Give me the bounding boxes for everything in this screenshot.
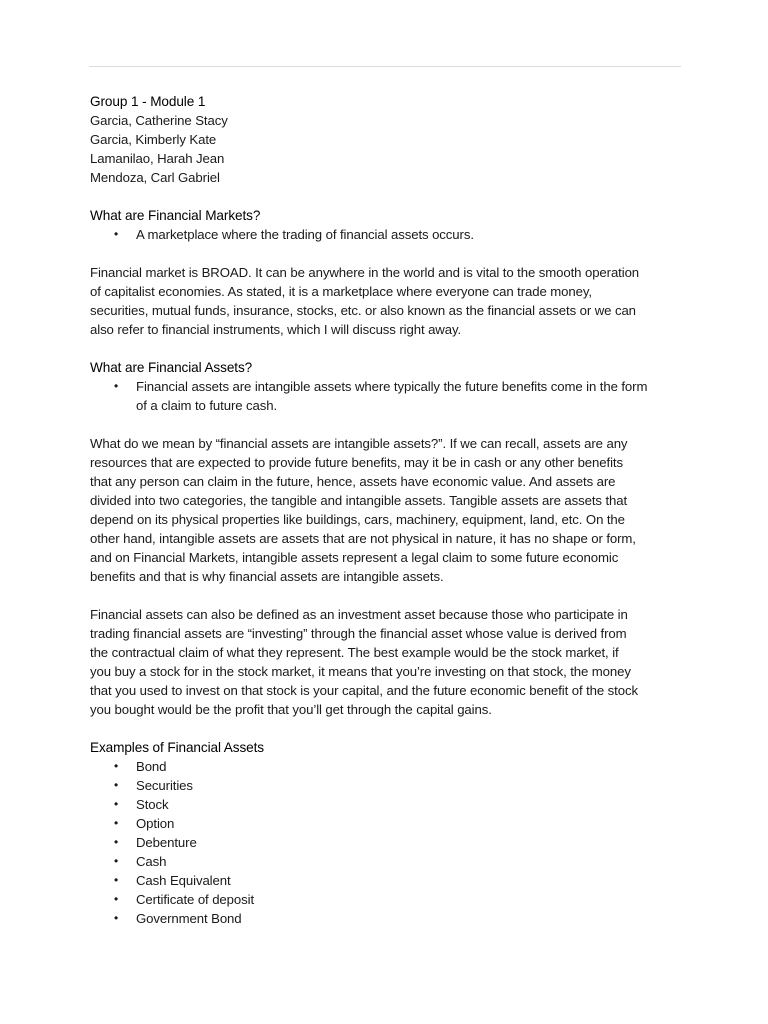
list-item — [90, 871, 680, 890]
bullet-icon: • — [114, 379, 119, 393]
list-item — [90, 833, 680, 852]
member-name: Garcia, Kimberly Kate — [90, 132, 217, 147]
paragraph-line: securities, mutual funds, insurance, stocks, etc. or also known as the financial assets or we can — [90, 303, 636, 318]
bullet-icon: • — [114, 759, 119, 773]
list-item-label: Cash Equivalent — [136, 873, 231, 888]
list-item-label: Government Bond — [136, 911, 242, 926]
list-item-label: Certificate of deposit — [136, 892, 255, 907]
member-name: Mendoza, Carl Gabriel — [90, 170, 220, 185]
paragraph-line: that you used to invest on that stock is your capital, and the future economic benefit of the stock — [90, 683, 638, 698]
list-item — [90, 890, 680, 909]
paragraph-line: other hand, intangible assets are assets that are not physical in nature, it has no shape or form, — [90, 531, 636, 546]
paragraph-line: and on Financial Markets, intangible assets represent a legal claim to some future economic — [90, 550, 619, 565]
list-item — [90, 852, 680, 871]
spacer — [90, 719, 680, 738]
header-divider — [89, 66, 681, 67]
list-item — [90, 776, 680, 795]
spacer — [90, 415, 680, 434]
list-item — [90, 814, 680, 833]
section-heading-financial-markets: What are Financial Markets? — [90, 208, 261, 223]
bullet-icon: • — [114, 797, 119, 811]
bullet-icon: • — [114, 778, 119, 792]
list-item-label: Bond — [136, 759, 167, 774]
spacer — [90, 187, 680, 206]
paragraph-line: resources that are expected to provide future benefits, may it be in cash or any other benefits — [90, 455, 623, 470]
bullet-icon: • — [114, 873, 119, 887]
bullet-list — [90, 377, 680, 415]
paragraph-line: Financial market is BROAD. It can be anywhere in the world and is vital to the smooth operation — [90, 265, 640, 280]
paragraph-line: What do we mean by “financial assets are intangible assets?”. If we can recall, assets are any — [90, 436, 628, 451]
bullet-icon: • — [114, 892, 119, 906]
bullet-text: A marketplace where the trading of financial assets occurs. — [136, 227, 474, 242]
section-heading-examples: Examples of Financial Assets — [90, 740, 264, 755]
list-item-label: Debenture — [136, 835, 197, 850]
spacer — [90, 244, 680, 263]
paragraph-line: benefits and that is why financial assets are intangible assets. — [90, 569, 444, 584]
document-title: Group 1 - Module 1 — [90, 94, 206, 109]
list-item — [90, 795, 680, 814]
spacer — [90, 339, 680, 358]
list-item-label: Securities — [136, 778, 193, 793]
examples-list — [90, 757, 680, 928]
member-name: Lamanilao, Harah Jean — [90, 151, 225, 166]
bullet-item — [90, 225, 680, 244]
list-item — [90, 757, 680, 776]
bullet-icon: • — [114, 854, 119, 868]
paragraph-financial-markets — [90, 263, 680, 339]
paragraph-line: trading financial assets are “investing” through the financial asset whose value is derived from — [90, 626, 627, 641]
spacer — [90, 586, 680, 605]
paragraph-line: of capitalist economies. As stated, it is a marketplace where everyone can trade money, — [90, 284, 592, 299]
document-body — [90, 92, 680, 928]
paragraph-intangible-assets — [90, 434, 680, 586]
paragraph-line: depend on its physical properties like buildings, cars, machinery, equipment, land, etc. On the — [90, 512, 625, 527]
paragraph-line: also refer to financial instruments, which I will discuss right away. — [90, 322, 462, 337]
bullet-text: of a claim to future cash. — [136, 398, 278, 413]
list-item — [90, 909, 680, 928]
paragraph-line: divided into two categories, the tangible and intangible assets. Tangible assets are assets that — [90, 493, 628, 508]
list-item-label: Option — [136, 816, 175, 831]
bullet-list — [90, 225, 680, 244]
bullet-icon: • — [114, 227, 119, 241]
paragraph-investment-asset — [90, 605, 680, 719]
list-item-label: Cash — [136, 854, 167, 869]
bullet-item — [90, 377, 680, 415]
member-name: Garcia, Catherine Stacy — [90, 113, 228, 128]
paragraph-line: the contractual claim of what they represent. The best example would be the stock market, if — [90, 645, 619, 660]
bullet-icon: • — [114, 835, 119, 849]
bullet-text: Financial assets are intangible assets where typically the future benefits come in the form — [136, 379, 648, 394]
paragraph-line: you bought would be the profit that you’ll get through the capital gains. — [90, 702, 492, 717]
list-item-label: Stock — [136, 797, 169, 812]
paragraph-line: that any person can claim in the future, hence, assets have economic value. And assets are — [90, 474, 616, 489]
bullet-icon: • — [114, 816, 119, 830]
paragraph-line: you buy a stock for in the stock market, it means that you’re investing on that stock, the money — [90, 664, 631, 679]
bullet-icon: • — [114, 911, 119, 925]
paragraph-line: Financial assets can also be defined as an investment asset because those who participate in — [90, 607, 628, 622]
section-heading-financial-assets: What are Financial Assets? — [90, 360, 253, 375]
